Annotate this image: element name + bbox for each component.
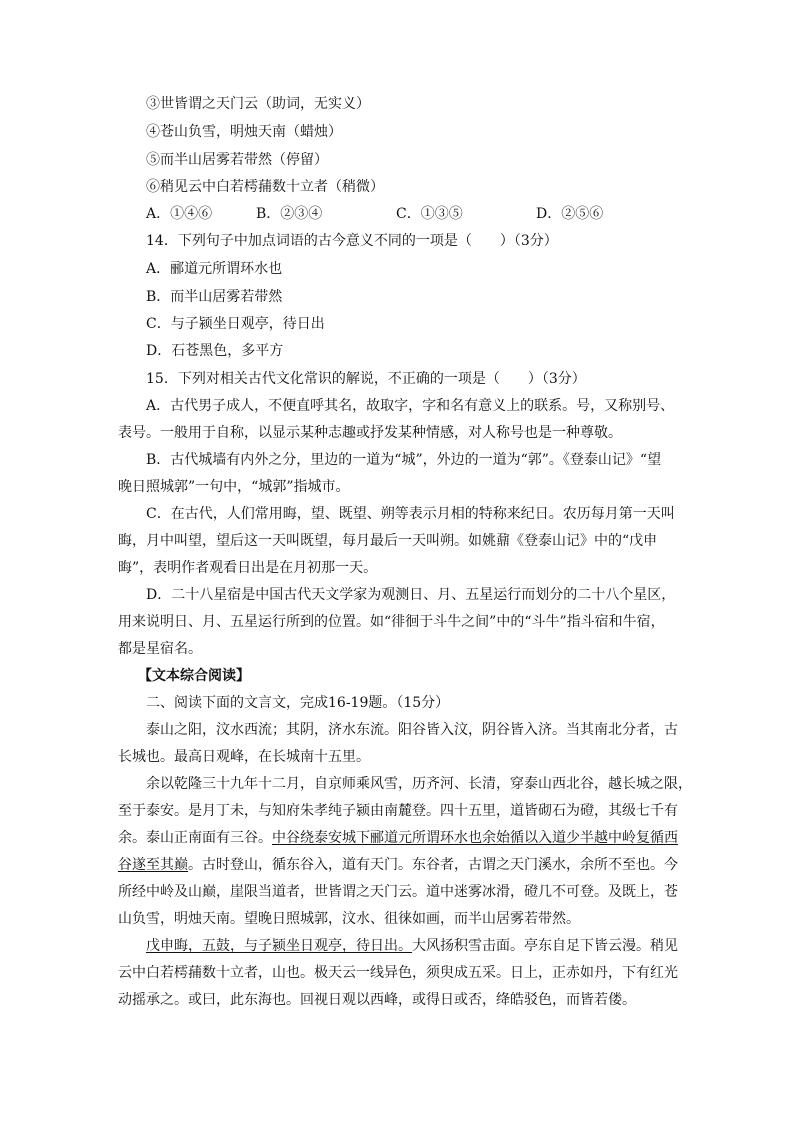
q15-b-line2: 晚日照城郭”一句中，“城郭”指城市。 bbox=[118, 479, 350, 495]
q14-option-c: C．与子颍坐日观亭，待日出 bbox=[146, 316, 325, 332]
q15-c-line3: 晦”，表明作者观看日出是在月初那一天。 bbox=[118, 560, 378, 576]
q15-stem: 15．下列对相关古代文化常识的解说，不正确的一项是（ ）（3分） bbox=[146, 371, 586, 387]
passage-p2-line4 bbox=[118, 856, 678, 874]
section-intro: 二、阅读下面的文言文，完成16-19题。（15分） bbox=[146, 695, 450, 711]
underlined-sentence-b: 戊申晦，五鼓，与子颍坐日观亭，待日出。 bbox=[146, 938, 412, 954]
passage-p2-line3-plain: 余。泰山正南面有三谷。 bbox=[118, 830, 272, 846]
passage-p2-line1: 余以乾隆三十九年十二月，自京师乘风雪，历齐河、长清，穿泰山西北谷，越长城之限， bbox=[146, 776, 692, 792]
q15-a-line2: 表号。一般用于自称，以显示某种志趣或抒发某种情感，对人称号也是一种尊敬。 bbox=[118, 425, 622, 441]
q13-option-b: B．②③④ bbox=[256, 206, 323, 222]
item-6: ⑥稍见云中白若樗蒱数十立者（稍微） bbox=[146, 179, 384, 195]
q15-d-line2: 用来说明日、月、五星运行所到的位置。如“徘徊于斗牛之间”中的“斗牛”指斗宿和牛宿， bbox=[118, 614, 665, 630]
item-4: ④苍山负雪，明烛天南（蜡烛） bbox=[146, 124, 342, 140]
underlined-sentence-a: 中谷绕泰安城下郦道元所谓环水也余始循以入道少半越中岭复循西 bbox=[272, 830, 678, 846]
passage-p2-line5: 所经中岭及山巅，崖限当道者，世皆谓之天门云。道中迷雾冰滑，磴几不可登。及既上，苍 bbox=[118, 884, 678, 900]
passage-p2-line6: 山负雪，明烛天南。望晚日照城郭，汶水、徂徕如画，而半山居雾若带然。 bbox=[118, 911, 580, 927]
q15-a-line1: A．古代男子成人，不便直呼其名，故取字，字和名有意义上的联系。号，又称别号、 bbox=[146, 398, 675, 414]
q14-stem: 14．下列句子中加点词语的古今意义不同的一项是（ ）（3分） bbox=[146, 233, 558, 249]
item-5: ⑤而半山居雾若带然（停留） bbox=[146, 152, 328, 168]
underlined-sentence-a-end: 谷遂至其巅 bbox=[118, 857, 188, 873]
passage-p3-line1-plain: 大风扬积雪击面。亭东自足下皆云漫。稍见 bbox=[412, 938, 678, 954]
passage-p2-line4-plain: 。古时登山，循东谷入，道有天门。东谷者，古谓之天门溪水，余所不至也。今 bbox=[188, 857, 678, 873]
section-title: 【文本综合阅读】 bbox=[138, 668, 250, 684]
passage-p2-line2: 至于泰安。是月丁未，与知府朱孝纯子颍由南麓登。四十五里，道皆砌石为磴，其级七千有 bbox=[118, 803, 678, 819]
q15-c-line1: C．在古代，人们常用晦，望、既望、朔等表示月相的特称来纪日。农历每月第一天叫 bbox=[146, 506, 675, 522]
passage-p2-line3 bbox=[118, 829, 678, 847]
item-3: ③世皆谓之天门云（助词，无实义） bbox=[146, 96, 370, 112]
passage-p3-line1 bbox=[146, 937, 678, 955]
q15-c-line2: 晦，月中叫望，望后这一天叫既望，每月最后一天叫朔。如姚鼐《登泰山记》中的“戊申 bbox=[118, 533, 658, 549]
q13-option-a: A．①④⑥ bbox=[146, 206, 213, 222]
passage-p1-line2: 长城也。最高日观峰，在长城南十五里。 bbox=[118, 749, 370, 765]
q15-d-line1: D．二十八星宿是中国古代天文学家为观测日、月、五星运行而划分的二十八个星区， bbox=[146, 587, 676, 603]
q13-option-c: C．①③⑤ bbox=[396, 206, 463, 222]
passage-p1-line1: 泰山之阳，汶水西流；其阴，济水东流。阳谷皆入汶，阴谷皆入济。当其南北分者，古 bbox=[146, 722, 678, 738]
q14-option-a: A．郦道元所谓环水也 bbox=[146, 261, 283, 277]
q15-d-line3: 都是星宿名。 bbox=[118, 641, 202, 657]
passage-p3-line2: 云中白若樗蒱数十立者，山也。极天云一线异色，须臾成五采。日上，正赤如丹，下有红光 bbox=[118, 965, 678, 981]
q14-option-b: B．而半山居雾若带然 bbox=[146, 289, 283, 305]
q15-b-line1: B．古代城墙有内外之分，里边的一道为“城”，外边的一道为“郭”。《登泰山记》“望 bbox=[146, 452, 662, 468]
q13-option-d: D．②⑤⑥ bbox=[536, 206, 604, 222]
passage-p3-line3: 动摇承之。或曰，此东海也。回视日观以西峰，或得日或否，绛皓驳色，而皆若偻。 bbox=[118, 992, 636, 1008]
q14-option-d: D．石苍黑色，多平方 bbox=[146, 343, 284, 359]
